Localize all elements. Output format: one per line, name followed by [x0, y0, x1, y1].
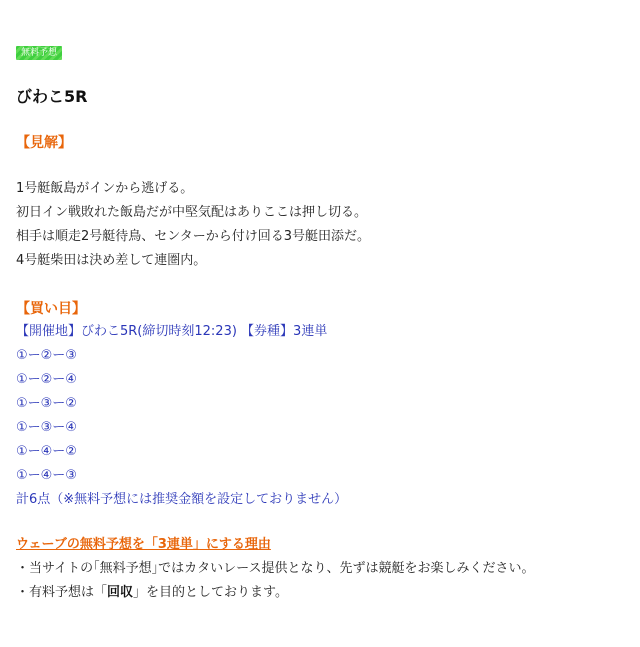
buy-heading: 【買い目】	[16, 301, 86, 317]
combo-item: ①ー④ー③	[16, 468, 77, 483]
view-line: 相手は順走2号艇待鳥、センターから付け回る3号艇田添だ。	[16, 229, 371, 244]
free-prediction-badge: 無料予想	[16, 46, 62, 60]
reason-line-2-suffix: 」を目的としております。	[133, 585, 288, 600]
view-text	[16, 177, 624, 273]
combo-item: ①ー③ー④	[16, 420, 77, 435]
view-line: 1号艇飯島がインから逃げる。	[16, 181, 194, 196]
reason-heading: ウェーブの無料予想を「3連単」にする理由	[16, 537, 271, 552]
combo-item: ①ー②ー④	[16, 372, 77, 387]
combo-item: ①ー②ー③	[16, 348, 77, 363]
view-line: 4号艇柴田は決め差して連圏内。	[16, 253, 207, 268]
total-points: 計6点（※無料予想には推奨金額を設定しておりません）	[16, 492, 348, 507]
article-content	[16, 40, 624, 605]
view-line: 初日イン戦敗れた飯島だが中堅気配はありここは押し切る。	[16, 205, 368, 220]
view-heading: 【見解】	[16, 135, 72, 151]
combo-item: ①ー④ー②	[16, 444, 77, 459]
reason-line-1: ・当サイトの｢無料予想｣ではカタいレース提供となり、先ずは競艇をお楽しみください。	[16, 561, 535, 576]
race-info: 【開催地】びわこ5R(締切時刻12:23) 【券種】3連単	[16, 324, 328, 339]
buy-list	[16, 320, 624, 512]
recovery-emphasis: 回収	[107, 585, 134, 600]
reason-line-2-prefix: ・有料予想は「	[16, 585, 108, 600]
race-title: びわこ5R	[16, 87, 88, 106]
reason-line-2	[16, 581, 624, 605]
combo-item: ①ー③ー②	[16, 396, 77, 411]
